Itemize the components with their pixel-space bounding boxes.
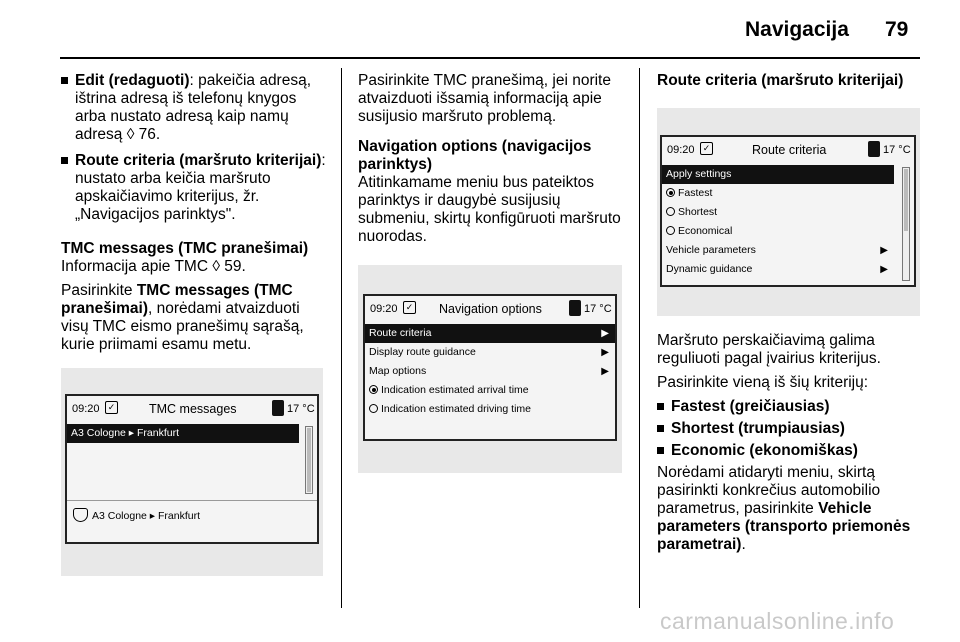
text-bold: TMC messages (TMC pranešimai) [61, 282, 293, 317]
tmc-info: Informacija apie TMC ◊ 59. [61, 258, 246, 275]
screen-title: TMC messages [149, 402, 237, 416]
menu-item-apply-settings[interactable]: Apply settings [662, 165, 894, 184]
menu-item-vehicle-parameters[interactable] [662, 241, 894, 260]
option-label: Fastest (greičiausias) [671, 398, 830, 415]
menu-label: Dynamic guidance [666, 263, 753, 275]
clock-time: 09:20 [667, 144, 695, 156]
clock-icon: ✓ [700, 142, 713, 155]
thermometer-icon [868, 141, 880, 157]
clock-icon: ✓ [403, 301, 416, 314]
screen-topbar [662, 137, 914, 165]
menu-item-map-options[interactable] [365, 362, 615, 381]
page-header [0, 0, 960, 60]
scrollbar[interactable] [902, 167, 910, 281]
detail-text: A3 Cologne ▸ Frankfurt [92, 510, 200, 522]
choose-text: Pasirinkite vieną iš šių kriterijų: [657, 374, 869, 391]
menu-label: Shortest [678, 206, 718, 218]
menu-item-dynamic-guidance[interactable] [662, 260, 894, 279]
nav-options-screen [363, 294, 617, 441]
bullet-route-criteria [61, 152, 326, 224]
tmc-detail [73, 508, 200, 522]
radio-icon [666, 207, 675, 216]
screen-topbar [365, 296, 615, 324]
column-1 [61, 72, 326, 360]
option-label: Shortest (trumpiausias) [671, 420, 845, 437]
menu-item-fastest[interactable] [662, 184, 894, 203]
intro-text: Pasirinkite TMC pranešimą, jei norite atvaizduoti išsamią informaciją apie susijusio maršruto problemą. [358, 72, 611, 125]
radio-icon [369, 404, 378, 413]
bullet-square [657, 403, 664, 410]
clock-icon: ✓ [105, 401, 118, 414]
menu-item-economical[interactable] [662, 222, 894, 241]
radio-selected-icon [369, 385, 378, 394]
header-rule [60, 57, 920, 59]
bullet-square [657, 447, 664, 454]
bullet-edit [61, 72, 326, 144]
screen-title: Navigation options [439, 302, 542, 316]
option-economic [657, 442, 925, 460]
radio-icon [666, 226, 675, 235]
route-criteria-screen [660, 135, 916, 287]
column-divider-1 [341, 68, 342, 608]
temperature: 17 °C [584, 303, 612, 315]
page-number: 79 [885, 18, 909, 41]
column-3 [657, 72, 925, 90]
menu-label: Route criteria [369, 327, 432, 339]
bullet-text: : pakeičia adresą, ištrina adresą iš telefonų knygos arba nustato adresą kaip namų adresą ◊ 76. [75, 72, 312, 143]
chevron-right-icon: ▶ [601, 347, 609, 358]
divider [67, 500, 317, 501]
tmc-heading: TMC messages (TMC pranešimai) [61, 240, 309, 257]
option-label: Economic (ekonomiškas) [671, 442, 858, 459]
menu-item-shortest[interactable] [662, 203, 894, 222]
menu-item-arrival-time[interactable] [365, 381, 615, 400]
column-divider-2 [639, 68, 640, 608]
traffic-warning-icon [73, 508, 88, 522]
temperature: 17 °C [883, 144, 911, 156]
menu-label: Fastest [678, 187, 713, 199]
tmc-select-text [61, 282, 326, 354]
chevron-right-icon: ▶ [601, 328, 609, 339]
bullet-bold: Edit (redaguoti) [75, 72, 190, 89]
screen-topbar [67, 396, 317, 424]
temperature: 17 °C [287, 403, 315, 415]
nav-options-screenshot [358, 265, 622, 473]
text-span: . [741, 536, 746, 553]
tmc-message-row[interactable]: A3 Cologne ▸ Frankfurt [67, 424, 299, 443]
watermark: carmanualsonline.info [660, 608, 895, 634]
menu-label: Economical [678, 225, 733, 237]
tmc-screenshot [61, 368, 323, 576]
bullet-square [61, 77, 68, 84]
nav-options-body: Atitinkamame meniu bus pateiktos parinktys ir daugybė susijusių submeniu, skirtų konfigūruoti maršruto nuorodas. [358, 174, 621, 245]
scroll-thumb[interactable] [307, 428, 311, 492]
column-3-body [657, 332, 925, 560]
clock-time: 09:20 [72, 403, 100, 415]
thermometer-icon [272, 400, 284, 416]
recalc-text: Maršruto perskaičiavimą galima reguliuoti pagal įvairius kriterijus. [657, 332, 881, 367]
tmc-screen [65, 394, 319, 544]
screen-title: Route criteria [752, 143, 827, 157]
column-2 [358, 72, 630, 252]
menu-item-display-route-guidance[interactable] [365, 343, 615, 362]
menu-label: Vehicle parameters [666, 244, 756, 256]
menu-label: Map options [369, 365, 427, 377]
option-fastest [657, 398, 925, 416]
nav-options-heading: Navigation options (navigacijos parinktys) [358, 138, 592, 173]
chevron-right-icon: ▶ [601, 366, 609, 377]
bullet-text: : nustato arba keičia maršruto apskaičiavimo kriterijus, žr. „Navigacijos parinktys". [75, 152, 326, 223]
route-criteria-screenshot [657, 108, 920, 316]
menu-label: Display route guidance [369, 346, 476, 358]
scroll-thumb[interactable] [904, 169, 908, 231]
bullet-bold: Route criteria (maršruto kriterijai) [75, 152, 322, 169]
text-span: Norėdami atidaryti meniu, skirtą pasirinkti konkrečius automobilio parametrus, pasirinkite [657, 464, 881, 517]
menu-label: Indication estimated driving time [381, 403, 531, 415]
section-title: Navigacija [745, 18, 849, 41]
radio-selected-icon [666, 188, 675, 197]
chevron-right-icon: ▶ [880, 264, 888, 275]
vehicle-params-text [657, 464, 925, 554]
menu-label: Indication estimated arrival time [381, 384, 529, 396]
bullet-square [657, 425, 664, 432]
menu-item-route-criteria[interactable] [365, 324, 615, 343]
thermometer-icon [569, 300, 581, 316]
route-criteria-heading: Route criteria (maršruto kriterijai) [657, 72, 904, 89]
chevron-right-icon: ▶ [880, 245, 888, 256]
scrollbar[interactable] [305, 426, 313, 494]
clock-time: 09:20 [370, 303, 398, 315]
bullet-square [61, 157, 68, 164]
text-span: , norėdami atvaizduoti visų TMC eismo pranešimų sąrašą, kurie priimami esamu metu. [61, 300, 304, 353]
text-bold: Vehicle parameters (transporto priemonės parametrai) [657, 500, 911, 553]
text-span: Pasirinkite [61, 282, 137, 299]
option-shortest [657, 420, 925, 438]
menu-item-driving-time[interactable] [365, 400, 615, 419]
